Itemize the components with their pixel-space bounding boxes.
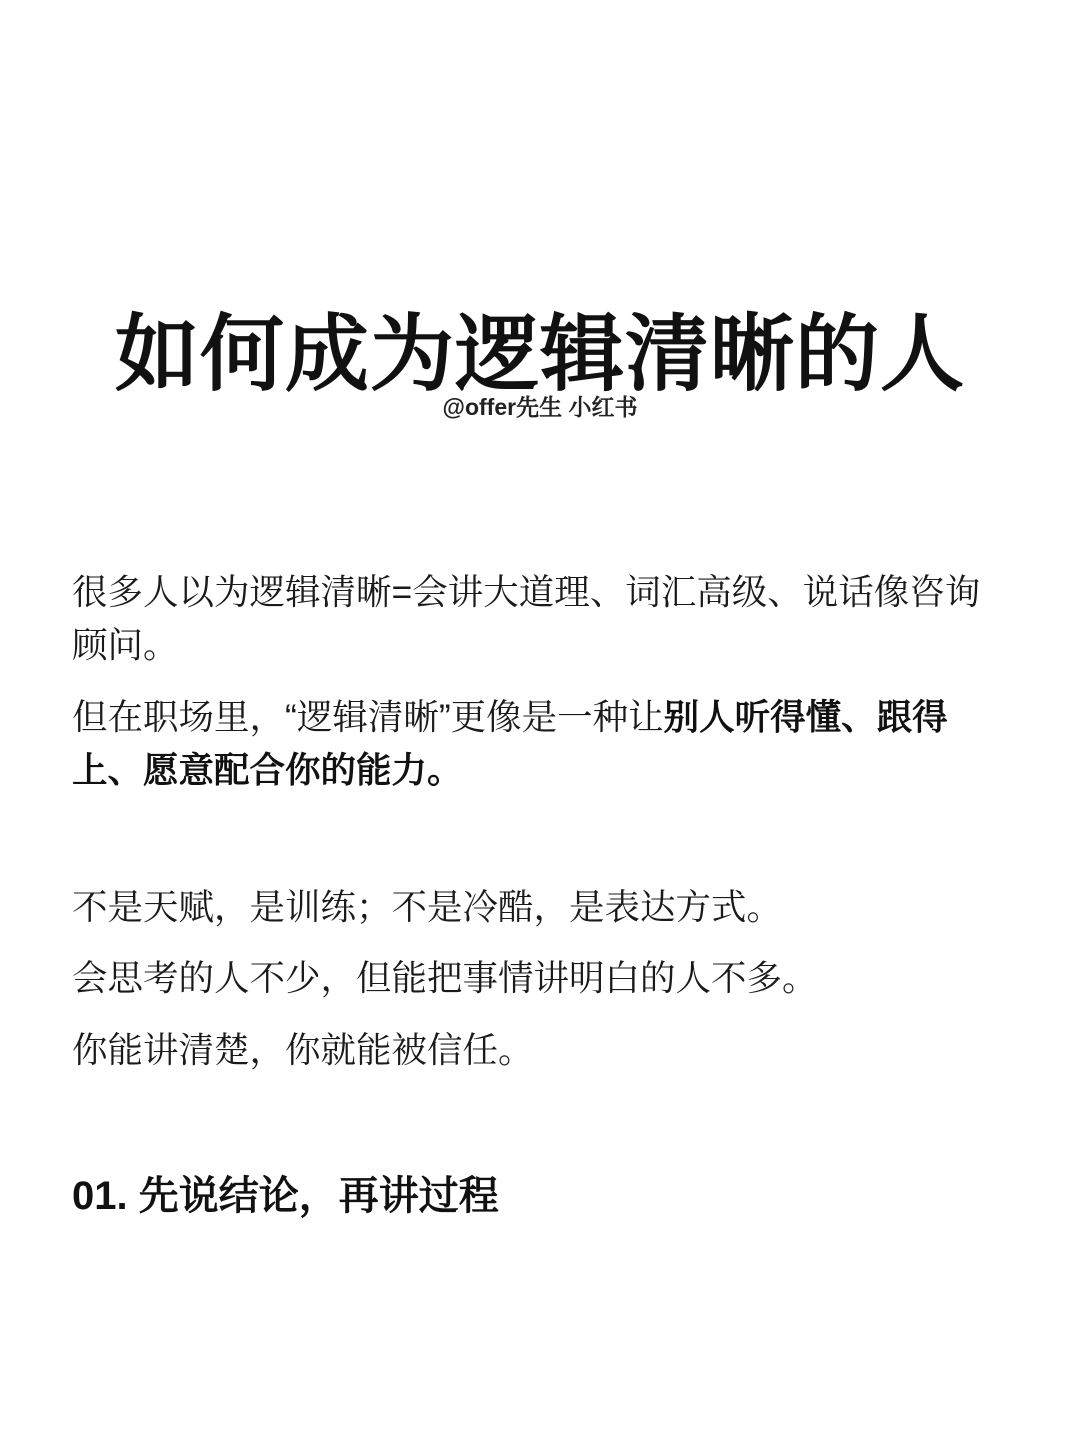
- point-1: 不是天赋，是训练；不是冷酷，是表达方式。: [72, 887, 783, 927]
- intro-paragraph-1: 很多人以为逻辑清晰=会讲大道理、词汇高级、说话像咨询顾问。: [72, 572, 981, 665]
- intro-paragraph-2-emphasis: 别人听得懂、跟得上、愿意配合你的能力。: [72, 697, 948, 790]
- page-title: 如何成为逻辑清晰的人: [114, 307, 965, 402]
- section-heading: 01. 先说结论，再讲过程: [72, 1174, 499, 1218]
- intro-paragraph-2-text: 但在职场里，“逻辑清晰”更像是一种让: [72, 697, 664, 737]
- intro-paragraph-2: [72, 691, 1012, 797]
- point-2: 会思考的人不少，但能把事情讲明白的人不多。: [72, 958, 818, 998]
- author-byline: @offer先生 小红书: [442, 394, 638, 420]
- point-3: 你能讲清楚，你就能被信任。: [72, 1030, 534, 1070]
